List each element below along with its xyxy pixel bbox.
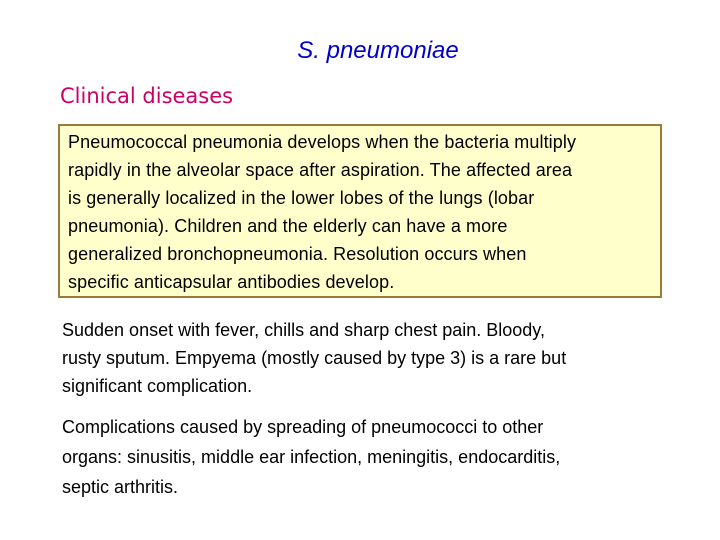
text-line: rapidly in the alveolar space after aspiration. The affected area xyxy=(68,160,573,180)
highlight-box-text xyxy=(68,128,652,296)
text-line: organs: sinusitis, middle ear infection, meningitis, endocarditis, xyxy=(62,447,561,467)
text-line: is generally localized in the lower lobes of the lungs (lobar xyxy=(68,188,535,208)
text-line: significant complication. xyxy=(62,376,253,396)
text-line: pneumonia). Children and the elderly can have a more xyxy=(68,216,508,236)
section-heading: Clinical diseases xyxy=(60,84,234,108)
symptoms-paragraph xyxy=(62,316,672,400)
complications-paragraph xyxy=(62,412,662,502)
highlight-box xyxy=(58,124,662,298)
text-line: septic arthritis. xyxy=(62,477,179,497)
text-line: specific anticapsular antibodies develop. xyxy=(68,272,395,292)
text-line: Complications caused by spreading of pneumococci to other xyxy=(62,417,544,437)
slide-title: S. pneumoniae xyxy=(297,37,459,64)
text-line: generalized bronchopneumonia. Resolution occurs when xyxy=(68,244,527,264)
text-line: Pneumococcal pneumonia develops when the bacteria multiply xyxy=(68,132,577,152)
text-line: Sudden onset with fever, chills and sharp chest pain. Bloody, xyxy=(62,320,545,340)
text-line: rusty sputum. Empyema (mostly caused by type 3) is a rare but xyxy=(62,348,567,368)
